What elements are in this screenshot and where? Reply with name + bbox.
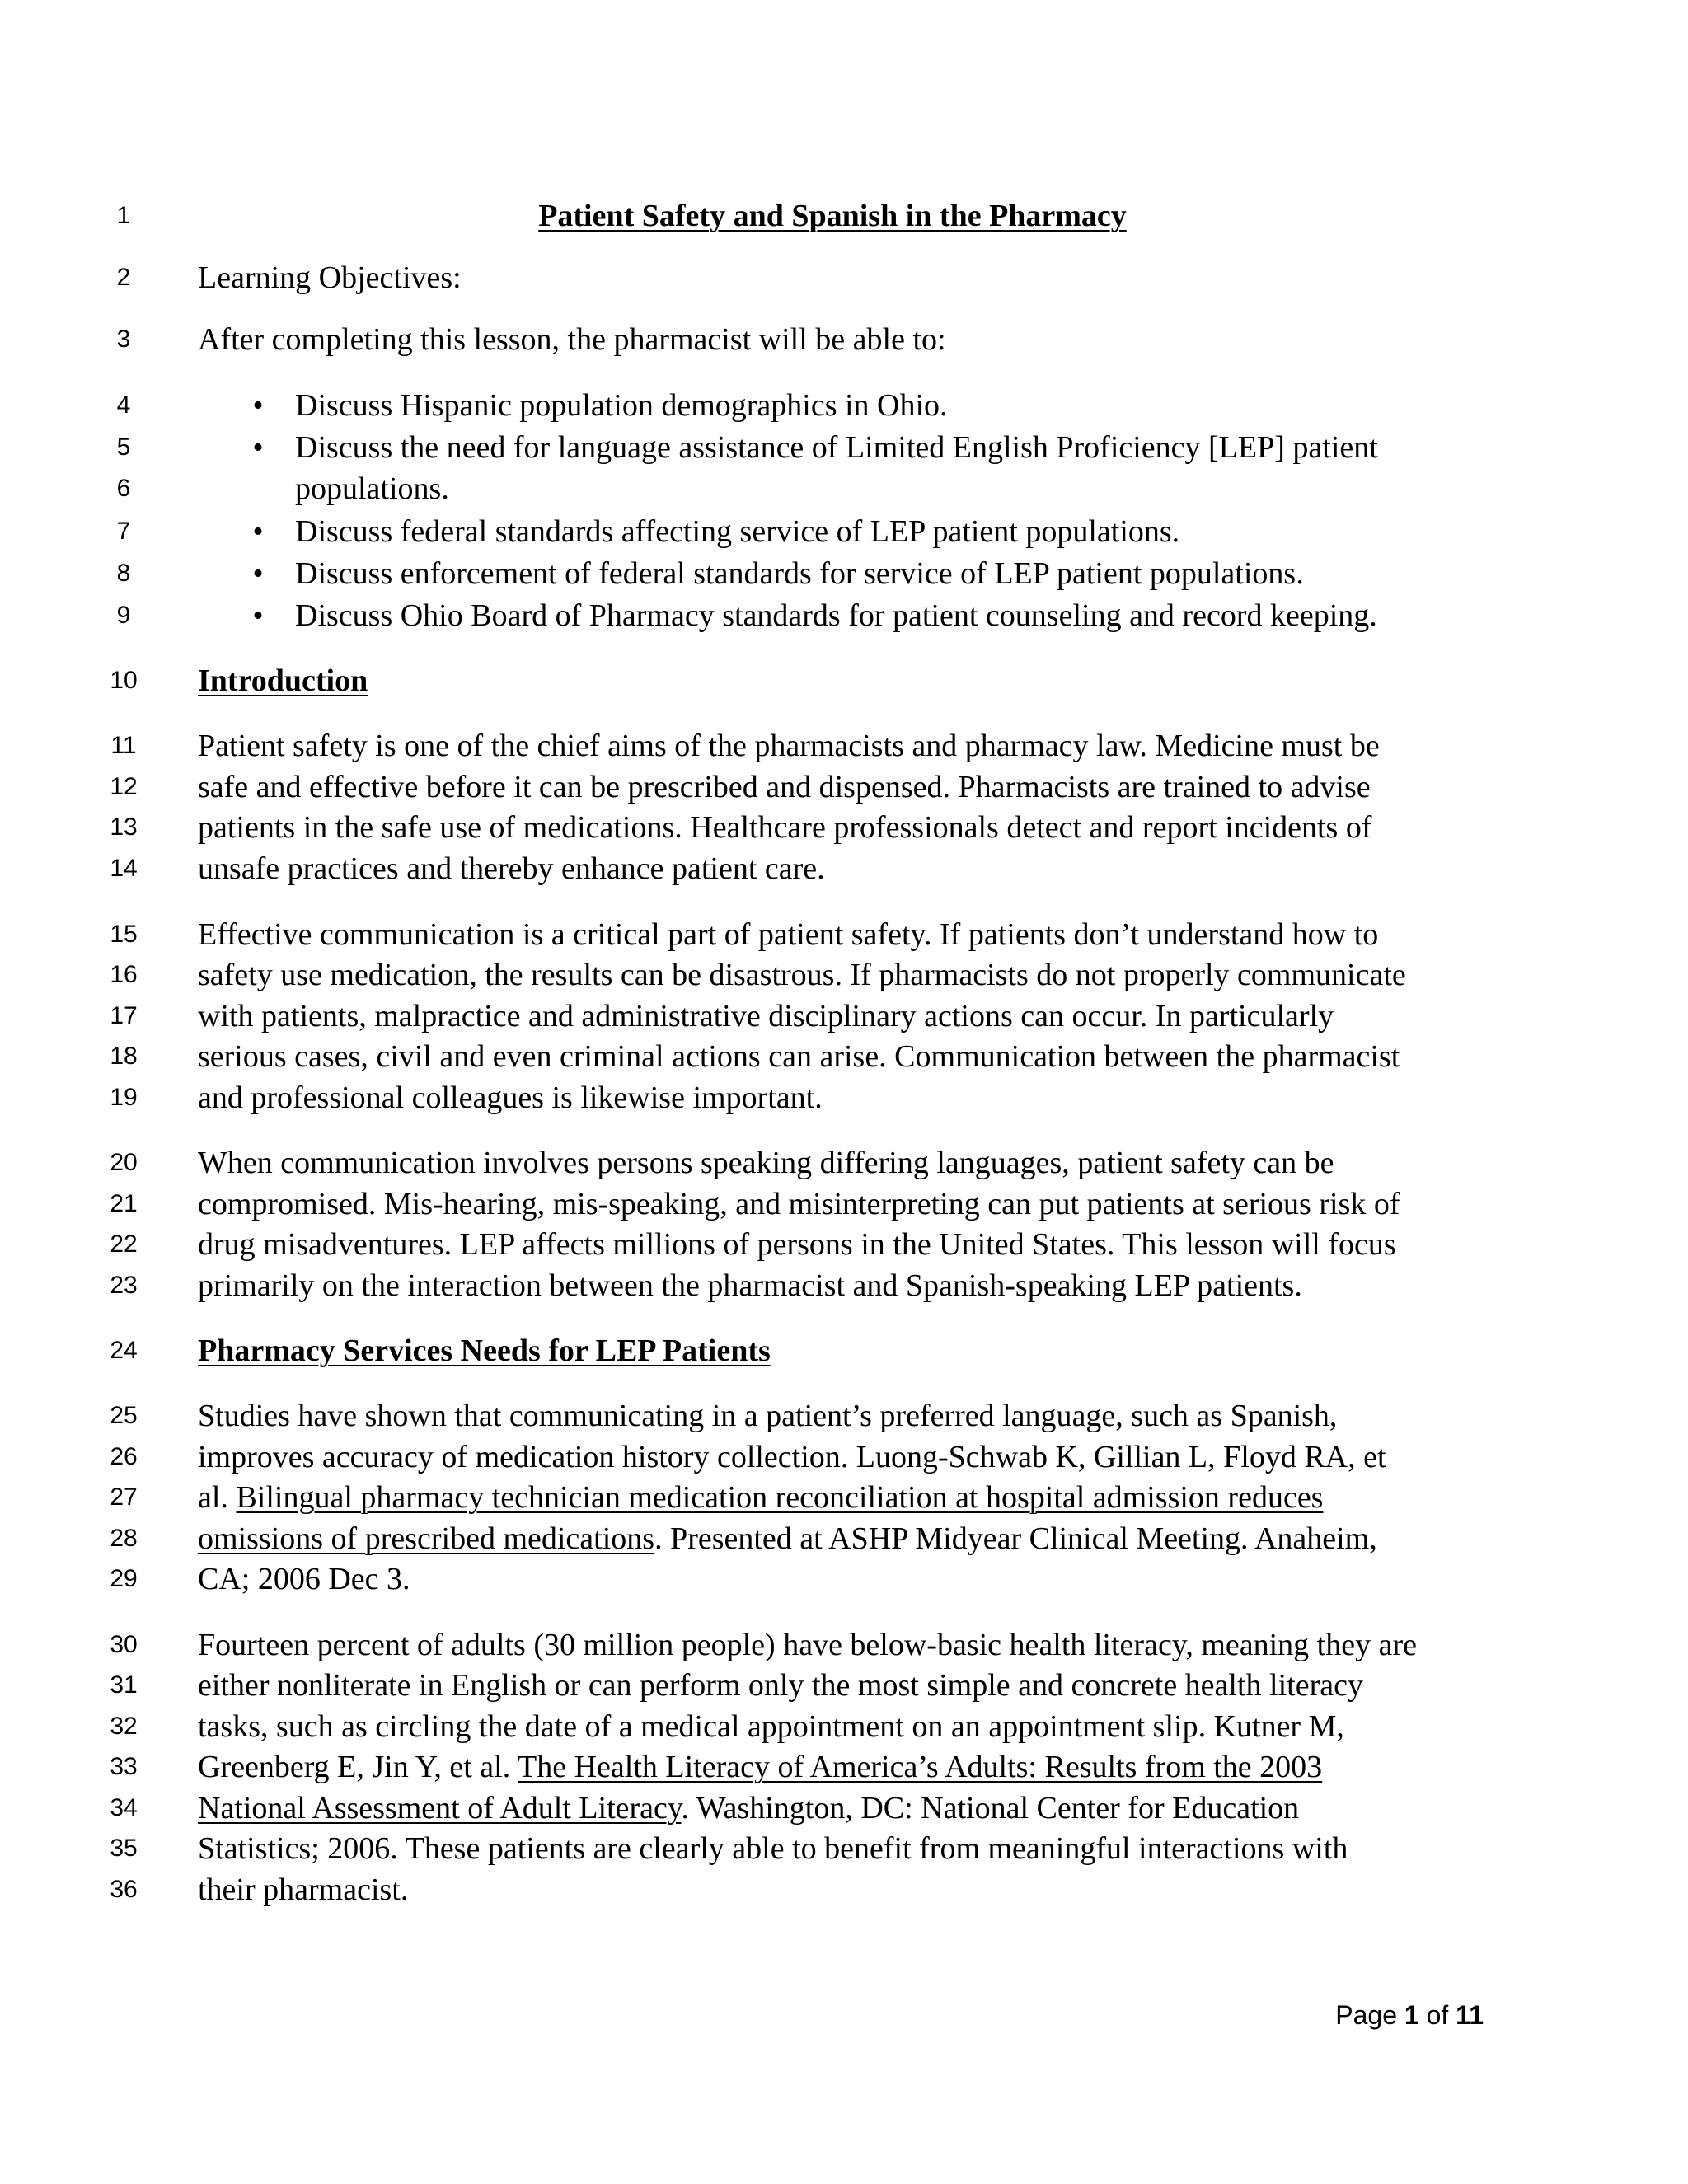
document-line bbox=[0, 954, 1688, 996]
document-line bbox=[0, 1746, 1688, 1788]
document-line bbox=[0, 319, 1688, 360]
document-line bbox=[0, 1788, 1688, 1829]
line-number: 2 bbox=[116, 264, 131, 291]
document-line bbox=[0, 725, 1688, 766]
document-line bbox=[0, 1869, 1688, 1910]
page-footer bbox=[1335, 1994, 1484, 2036]
bullet-icon: • bbox=[252, 388, 264, 423]
document-line bbox=[0, 1436, 1688, 1478]
document-line bbox=[0, 1142, 1688, 1183]
paragraph-line: improves accuracy of medication history collection. Luong-Schwab K, Gillian L, Floyd RA, et bbox=[198, 1440, 1386, 1474]
document-line bbox=[0, 1477, 1688, 1518]
citation-title: The Health Literacy of America’s Adults: Results from the 2003 bbox=[518, 1750, 1323, 1784]
document-line bbox=[0, 468, 1688, 509]
document-line bbox=[0, 1518, 1688, 1559]
line-number: 29 bbox=[110, 1565, 138, 1592]
line-number: 21 bbox=[110, 1190, 138, 1217]
document-line bbox=[0, 1706, 1688, 1747]
objectives-intro: After completing this lesson, the pharmacist will be able to: bbox=[198, 322, 946, 357]
paragraph-line: Effective communication is a critical part of patient safety. If patients don’t understand how to bbox=[198, 917, 1379, 952]
text-run: al. bbox=[198, 1480, 237, 1515]
bullet-icon: • bbox=[252, 598, 264, 633]
line-number: 25 bbox=[110, 1402, 138, 1429]
document-line bbox=[0, 1665, 1688, 1706]
section-heading-services: Pharmacy Services Needs for LEP Patients bbox=[198, 1333, 771, 1368]
paragraph-line: drug misadventures. LEP affects millions of persons in the United States. This lesson will focus bbox=[198, 1227, 1396, 1262]
line-number: 12 bbox=[110, 773, 138, 800]
paragraph-line: and professional colleagues is likewise important. bbox=[198, 1080, 823, 1115]
bullet-icon: • bbox=[252, 514, 264, 549]
citation-title: omissions of prescribed medications bbox=[198, 1521, 655, 1556]
page-of-label: of bbox=[1418, 2000, 1456, 2030]
bullet-icon: • bbox=[252, 430, 264, 465]
line-number: 30 bbox=[110, 1631, 138, 1658]
document-line bbox=[0, 511, 1688, 552]
line-number: 23 bbox=[110, 1272, 138, 1299]
document-line bbox=[0, 385, 1688, 426]
document-line bbox=[0, 848, 1688, 889]
objective-item: Discuss the need for language assistance of Limited English Proficiency [LEP] patient bbox=[295, 430, 1378, 465]
paragraph-line: safe and effective before it can be prescribed and dispensed. Pharmacists are trained to advise bbox=[198, 770, 1371, 804]
line-number: 27 bbox=[110, 1483, 138, 1511]
citation-title: Bilingual pharmacy technician medication reconciliation at hospital admission reduces bbox=[236, 1480, 1324, 1515]
paragraph-line: Patient safety is one of the chief aims of the pharmacists and pharmacy law. Medicine must be bbox=[198, 729, 1380, 763]
objective-item: Discuss Ohio Board of Pharmacy standards for patient counseling and record keeping. bbox=[295, 598, 1377, 633]
line-number: 35 bbox=[110, 1835, 138, 1862]
line-number: 9 bbox=[116, 602, 131, 629]
document-title: Patient Safety and Spanish in the Pharmacy bbox=[538, 199, 1127, 233]
line-number: 7 bbox=[116, 518, 131, 545]
line-number: 16 bbox=[110, 961, 138, 988]
document-line bbox=[0, 595, 1688, 636]
line-number: 5 bbox=[116, 434, 131, 461]
line-number: 20 bbox=[110, 1149, 138, 1176]
document-line bbox=[0, 660, 1688, 701]
objective-item: Discuss enforcement of federal standards for service of LEP patient populations. bbox=[295, 556, 1304, 591]
paragraph-line: unsafe practices and thereby enhance patient care. bbox=[198, 851, 825, 886]
document-line bbox=[0, 1330, 1688, 1371]
document-line bbox=[0, 553, 1688, 594]
paragraph-line: patients in the safe use of medications. Healthcare professionals detect and report incidents of bbox=[198, 810, 1372, 845]
line-number: 15 bbox=[110, 921, 138, 948]
line-number: 22 bbox=[110, 1230, 138, 1258]
paragraph-line bbox=[198, 1518, 1517, 1559]
paragraph-line: safety use medication, the results can be disastrous. If pharmacists do not properly communicate bbox=[198, 958, 1406, 992]
line-number: 10 bbox=[110, 667, 138, 694]
bullet-icon: • bbox=[252, 556, 264, 591]
text-run: . Presented at ASHP Midyear Clinical Meeting. Anaheim, bbox=[654, 1521, 1377, 1556]
document-line bbox=[0, 1077, 1688, 1118]
line-number: 26 bbox=[110, 1443, 138, 1470]
document-line bbox=[0, 1624, 1688, 1666]
paragraph-line bbox=[198, 1746, 1517, 1788]
paragraph-line: Fourteen percent of adults (30 million people) have below-basic health literacy, meaning they are bbox=[198, 1628, 1417, 1662]
paragraph-line: their pharmacist. bbox=[198, 1872, 409, 1907]
document-line bbox=[0, 1224, 1688, 1265]
page-current: 1 bbox=[1404, 2000, 1419, 2030]
paragraph-line: Statistics; 2006. These patients are clearly able to benefit from meaningful interactions with bbox=[198, 1831, 1348, 1866]
line-number: 3 bbox=[116, 326, 131, 353]
citation-title: National Assessment of Adult Literacy bbox=[198, 1791, 682, 1825]
paragraph-line: compromised. Mis-hearing, mis-speaking, and misinterpreting can put patients at serious risk of bbox=[198, 1187, 1400, 1221]
text-run: Greenberg E, Jin Y, et al. bbox=[198, 1750, 518, 1784]
line-number: 1 bbox=[116, 202, 131, 229]
document-line bbox=[0, 1265, 1688, 1306]
document-line bbox=[0, 1183, 1688, 1225]
line-number: 31 bbox=[110, 1671, 138, 1699]
paragraph-line: serious cases, civil and even criminal actions can arise. Communication between the pharmacist bbox=[198, 1039, 1400, 1074]
line-number: 6 bbox=[116, 475, 131, 502]
line-number: 17 bbox=[110, 1002, 138, 1029]
document-line bbox=[0, 1036, 1688, 1077]
document-line bbox=[0, 195, 1688, 237]
line-number: 18 bbox=[110, 1043, 138, 1070]
paragraph-line: When communication involves persons speaking differing languages, patient safety can be bbox=[198, 1146, 1334, 1180]
paragraph-line bbox=[198, 1788, 1517, 1829]
paragraph-line: CA; 2006 Dec 3. bbox=[198, 1562, 410, 1596]
line-number: 32 bbox=[110, 1713, 138, 1740]
document-line bbox=[0, 996, 1688, 1037]
paragraph-line: with patients, malpractice and administrative disciplinary actions can occur. In particularly bbox=[198, 999, 1334, 1033]
page-label: Page bbox=[1335, 2000, 1404, 2030]
document-line bbox=[0, 427, 1688, 468]
document-line bbox=[0, 766, 1688, 808]
line-number: 14 bbox=[110, 855, 138, 882]
paragraph-line: tasks, such as circling the date of a medical appointment on an appointment slip. Kutner M, bbox=[198, 1709, 1344, 1744]
line-number: 28 bbox=[110, 1525, 138, 1552]
line-number: 13 bbox=[110, 813, 138, 841]
document-line bbox=[0, 1395, 1688, 1436]
line-number: 8 bbox=[116, 560, 131, 587]
line-number: 33 bbox=[110, 1753, 138, 1780]
section-heading-introduction: Introduction bbox=[198, 663, 368, 698]
line-number: 11 bbox=[110, 732, 137, 759]
paragraph-line: Studies have shown that communicating in a patient’s preferred language, such as Spanish, bbox=[198, 1399, 1338, 1433]
line-number: 19 bbox=[110, 1084, 138, 1111]
objective-item-continued: populations. bbox=[295, 471, 449, 506]
page-total: 11 bbox=[1456, 2000, 1484, 2030]
document-line bbox=[0, 257, 1688, 298]
document-line bbox=[0, 807, 1688, 848]
paragraph-line: primarily on the interaction between the pharmacist and Spanish-speaking LEP patients. bbox=[198, 1268, 1302, 1303]
document-line bbox=[0, 1828, 1688, 1869]
objective-item: Discuss federal standards affecting service of LEP patient populations. bbox=[295, 514, 1180, 549]
document-line bbox=[0, 1558, 1688, 1600]
line-number: 24 bbox=[110, 1337, 138, 1364]
paragraph-line bbox=[198, 1477, 1517, 1518]
line-number: 34 bbox=[110, 1794, 138, 1821]
objective-item: Discuss Hispanic population demographics in Ohio. bbox=[295, 388, 948, 423]
line-number: 36 bbox=[110, 1876, 138, 1903]
line-number: 4 bbox=[116, 391, 131, 419]
paragraph-line: either nonliterate in English or can perform only the most simple and concrete health literacy bbox=[198, 1668, 1363, 1703]
text-run: . Washington, DC: National Center for Education bbox=[681, 1791, 1300, 1825]
objectives-heading: Learning Objectives: bbox=[198, 260, 462, 295]
document-line bbox=[0, 914, 1688, 955]
